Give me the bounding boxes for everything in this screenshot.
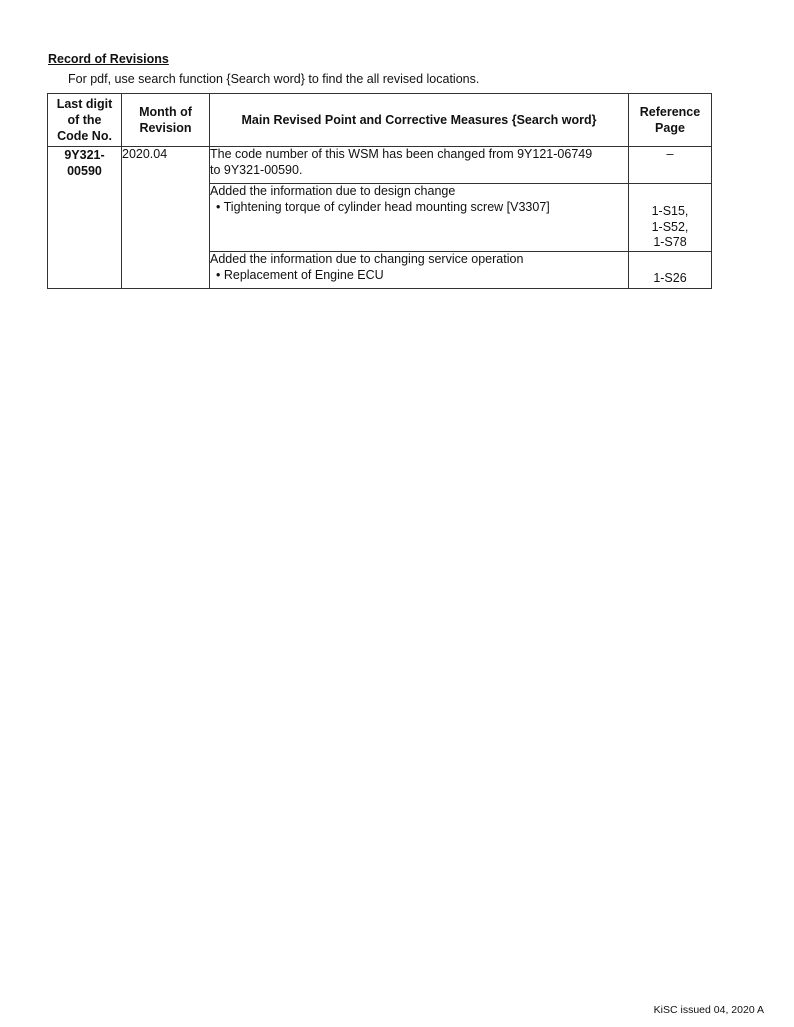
code-number-line: 00590 [67, 164, 102, 178]
header-code-line: of the [67, 113, 102, 127]
table-header-row [48, 94, 712, 147]
code-number-line: 9Y321- [64, 148, 105, 162]
code-number-cell [48, 147, 122, 289]
reference-cell [629, 184, 712, 252]
reference-line: 1-S78 [653, 235, 687, 249]
description-line: Added the information due to changing service operation [210, 252, 524, 266]
reference-cell [629, 147, 712, 184]
month-cell: 2020.04 [122, 147, 210, 289]
header-ref-line: Reference [639, 105, 701, 119]
header-month-line: Revision [139, 121, 192, 135]
description-cell [210, 147, 629, 184]
bullet-item: • Replacement of Engine ECU [216, 267, 384, 282]
header-reference-page [629, 94, 712, 147]
header-main-revised-point: Main Revised Point and Corrective Measures {Search word} [210, 94, 629, 147]
header-code-line: Last digit [56, 97, 113, 111]
header-ref-line: Page [655, 121, 685, 135]
reference-cell [629, 252, 712, 289]
header-code-no [48, 94, 122, 147]
reference-line: 1-S52, [651, 219, 689, 234]
reference-line: 1-S26 [653, 271, 687, 285]
reference-line: 1-S15, [651, 204, 689, 218]
footer-issue-note: KiSC issued 04, 2020 A [653, 1004, 764, 1016]
description-cell [210, 184, 629, 252]
description-line: to 9Y321-00590. [210, 162, 303, 177]
bullet-item: • Tightening torque of cylinder head mounting screw [V3307] [216, 199, 550, 214]
header-code-line: Code No. [57, 129, 112, 143]
page-title: Record of Revisions [48, 52, 169, 66]
header-month [122, 94, 210, 147]
description-line: Added the information due to design change [210, 184, 456, 198]
revision-table [47, 93, 712, 289]
table-row [48, 147, 712, 184]
description-line: The code number of this WSM has been changed from 9Y121-06749 [210, 147, 593, 161]
header-month-line: Month of [139, 105, 192, 119]
reference-line: – [666, 147, 674, 161]
description-cell [210, 252, 629, 289]
intro-text: For pdf, use search function {Search word} to find the all revised locations. [68, 72, 480, 86]
